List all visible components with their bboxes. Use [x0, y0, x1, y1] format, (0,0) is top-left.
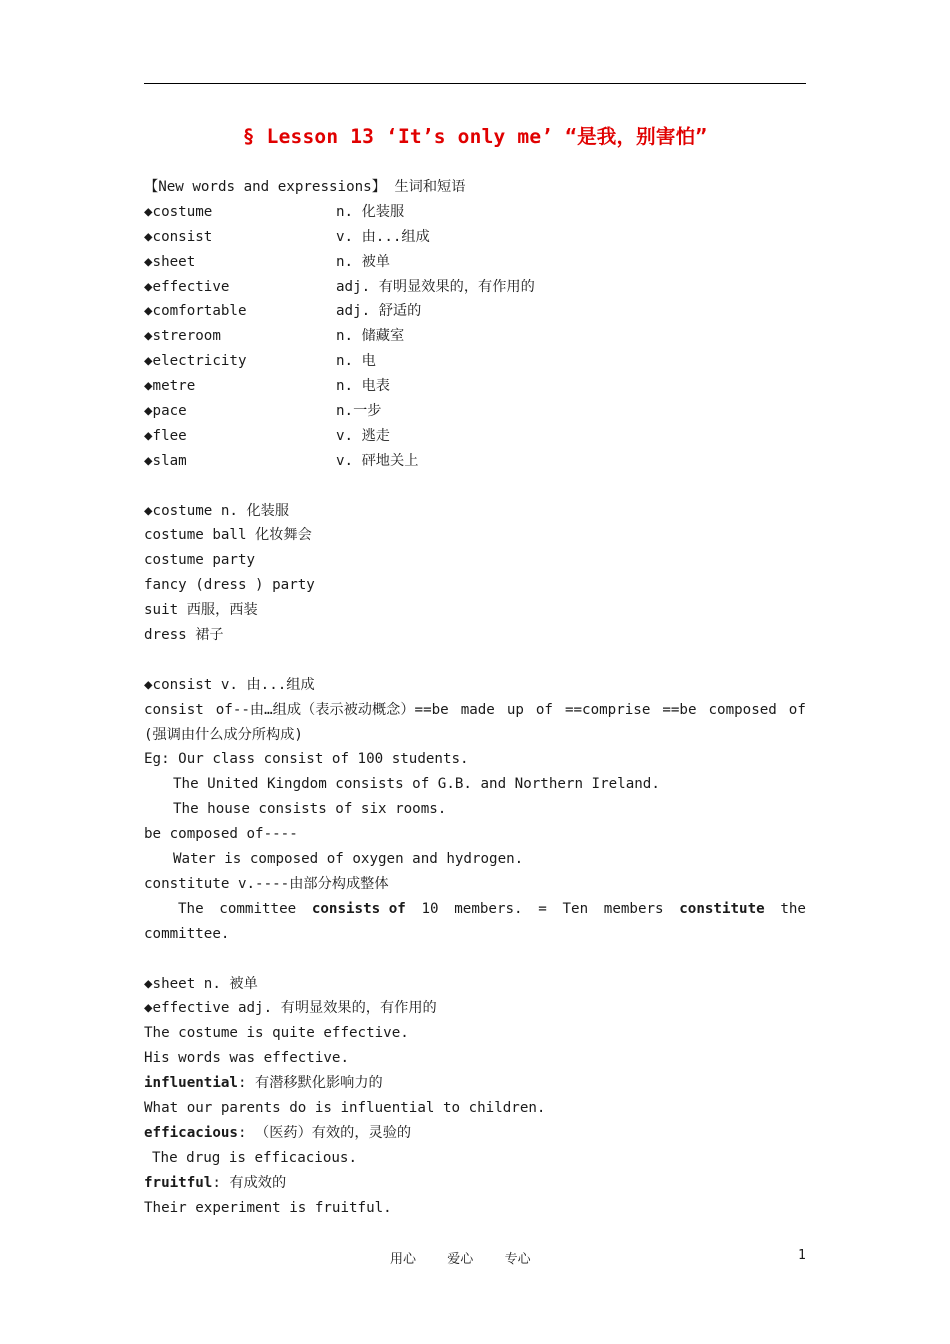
costume-heading: ◆costume n. 化装服	[144, 502, 290, 519]
definition-token: of--由…组成（表示被动概念）==be	[215, 701, 449, 718]
example-sentence: The house consists of six rooms.	[173, 801, 447, 818]
consist-definition-line	[144, 698, 806, 723]
example-token: The	[178, 900, 204, 917]
costume-line: dress 裙子	[144, 627, 224, 644]
example-sentence: His words was effective.	[144, 1050, 349, 1067]
example-token: members.	[454, 900, 523, 917]
costume-line: costume ball 化妆舞会	[144, 527, 312, 544]
example-token: 10	[421, 900, 439, 917]
example-sentence: Their experiment is fruitful.	[144, 1199, 392, 1216]
example-sentence: Eg: Our class consist of 100 students.	[144, 751, 469, 768]
vocab-word: ◆metre	[144, 378, 196, 395]
vocab-word: ◆slam	[144, 452, 187, 469]
page-number: 1	[798, 1248, 806, 1263]
costume-line: suit 西服，西装	[144, 602, 258, 619]
vocab-word: ◆consist	[144, 228, 213, 245]
definition-token: of	[535, 701, 553, 718]
efficacious-entry	[144, 1121, 806, 1146]
vocab-definition: n. 电表	[336, 378, 390, 395]
consist-heading: ◆consist v. 由...组成	[144, 676, 315, 693]
vocab-item	[144, 299, 806, 324]
definition-token: ==comprise	[564, 701, 651, 718]
costume-line: fancy (dress ) party	[144, 577, 315, 594]
vocab-word: ◆comfortable	[144, 303, 247, 320]
example-sentence: What our parents do is influential to children.	[144, 1099, 546, 1116]
document-body	[144, 175, 806, 1220]
efficacious-word: efficacious	[144, 1124, 238, 1141]
example-sentence: The drug is efficacious.	[152, 1149, 357, 1166]
fruitful-word: fruitful	[144, 1174, 213, 1191]
constitute-example-end: committee.	[144, 925, 230, 942]
vocab-heading: 【New words and expressions】 生词和短语	[144, 179, 466, 195]
vocab-item	[144, 424, 806, 449]
consist-definition-note: (强调由什么成分所构成)	[144, 726, 303, 743]
vocab-item	[144, 324, 806, 349]
vocab-word: ◆costume	[144, 203, 213, 220]
definition-token: up	[506, 701, 524, 718]
influential-word: influential	[144, 1075, 238, 1092]
example-token: consists of	[311, 900, 406, 917]
vocab-definition: v. 砰地关上	[336, 452, 419, 469]
vocab-word: ◆pace	[144, 403, 187, 420]
definition-token: of	[788, 701, 806, 718]
definition-token: consist	[144, 701, 204, 718]
vocab-definition: n. 电	[336, 353, 376, 370]
composed-heading: be composed of----	[144, 826, 298, 843]
example-token: Ten	[562, 900, 589, 917]
vocab-word: ◆electricity	[144, 353, 247, 370]
example-token: the	[780, 900, 806, 917]
definition-token: composed	[708, 701, 777, 718]
vocab-word: ◆sheet	[144, 253, 196, 270]
vocab-item	[144, 449, 806, 474]
costume-line: costume party	[144, 552, 256, 569]
vocab-item	[144, 200, 806, 225]
vocab-definition: v. 由...组成	[336, 228, 430, 245]
example-token: constitute	[679, 900, 765, 917]
vocab-definition: n.一步	[336, 403, 382, 420]
vocab-definition: n. 被单	[336, 253, 390, 270]
constitute-heading: constitute v.----由部分构成整体	[144, 875, 389, 892]
vocab-word: ◆streroom	[144, 328, 221, 345]
vocab-item	[144, 275, 806, 300]
vocab-word: ◆flee	[144, 427, 187, 444]
influential-definition: : 有潜移默化影响力的	[237, 1075, 383, 1092]
vocab-list	[144, 200, 806, 474]
vocab-definition: n. 化装服	[336, 203, 405, 220]
vocab-item	[144, 374, 806, 399]
definition-token: ==be	[662, 701, 697, 718]
example-sentence: The costume is quite effective.	[144, 1025, 409, 1042]
vocab-definition: adj. 有明显效果的，有作用的	[336, 278, 535, 295]
vocab-definition: v. 逃走	[336, 427, 390, 444]
vocab-definition: n. 储藏室	[336, 328, 405, 345]
header-rule	[144, 83, 806, 84]
lesson-title: § Lesson 13 ‘It’s only me’ “是我，别害怕”	[242, 125, 708, 148]
example-sentence: The United Kingdom consists of G.B. and Northern Ireland.	[173, 776, 660, 793]
vocab-item	[144, 225, 806, 250]
fruitful-entry	[144, 1171, 806, 1196]
vocab-item	[144, 349, 806, 374]
vocab-definition: adj. 舒适的	[336, 303, 422, 320]
efficacious-definition: : （医药）有效的，灵验的	[237, 1124, 412, 1141]
fruitful-definition: : 有成效的	[212, 1174, 287, 1191]
vocab-word: ◆effective	[144, 278, 230, 295]
sheet-heading: ◆sheet n. 被单	[144, 975, 258, 992]
footer-motto: 用心 爱心 专心	[390, 1252, 531, 1267]
example-token: members	[603, 900, 664, 917]
definition-token: made	[460, 701, 495, 718]
example-sentence: Water is composed of oxygen and hydrogen.	[173, 851, 524, 868]
example-token: committee	[219, 900, 297, 917]
influential-entry	[144, 1071, 806, 1096]
vocab-item	[144, 399, 806, 424]
example-token: =	[538, 900, 547, 917]
effective-heading: ◆effective adj. 有明显效果的，有作用的	[144, 1000, 437, 1017]
vocab-item	[144, 250, 806, 275]
constitute-example	[144, 897, 806, 922]
